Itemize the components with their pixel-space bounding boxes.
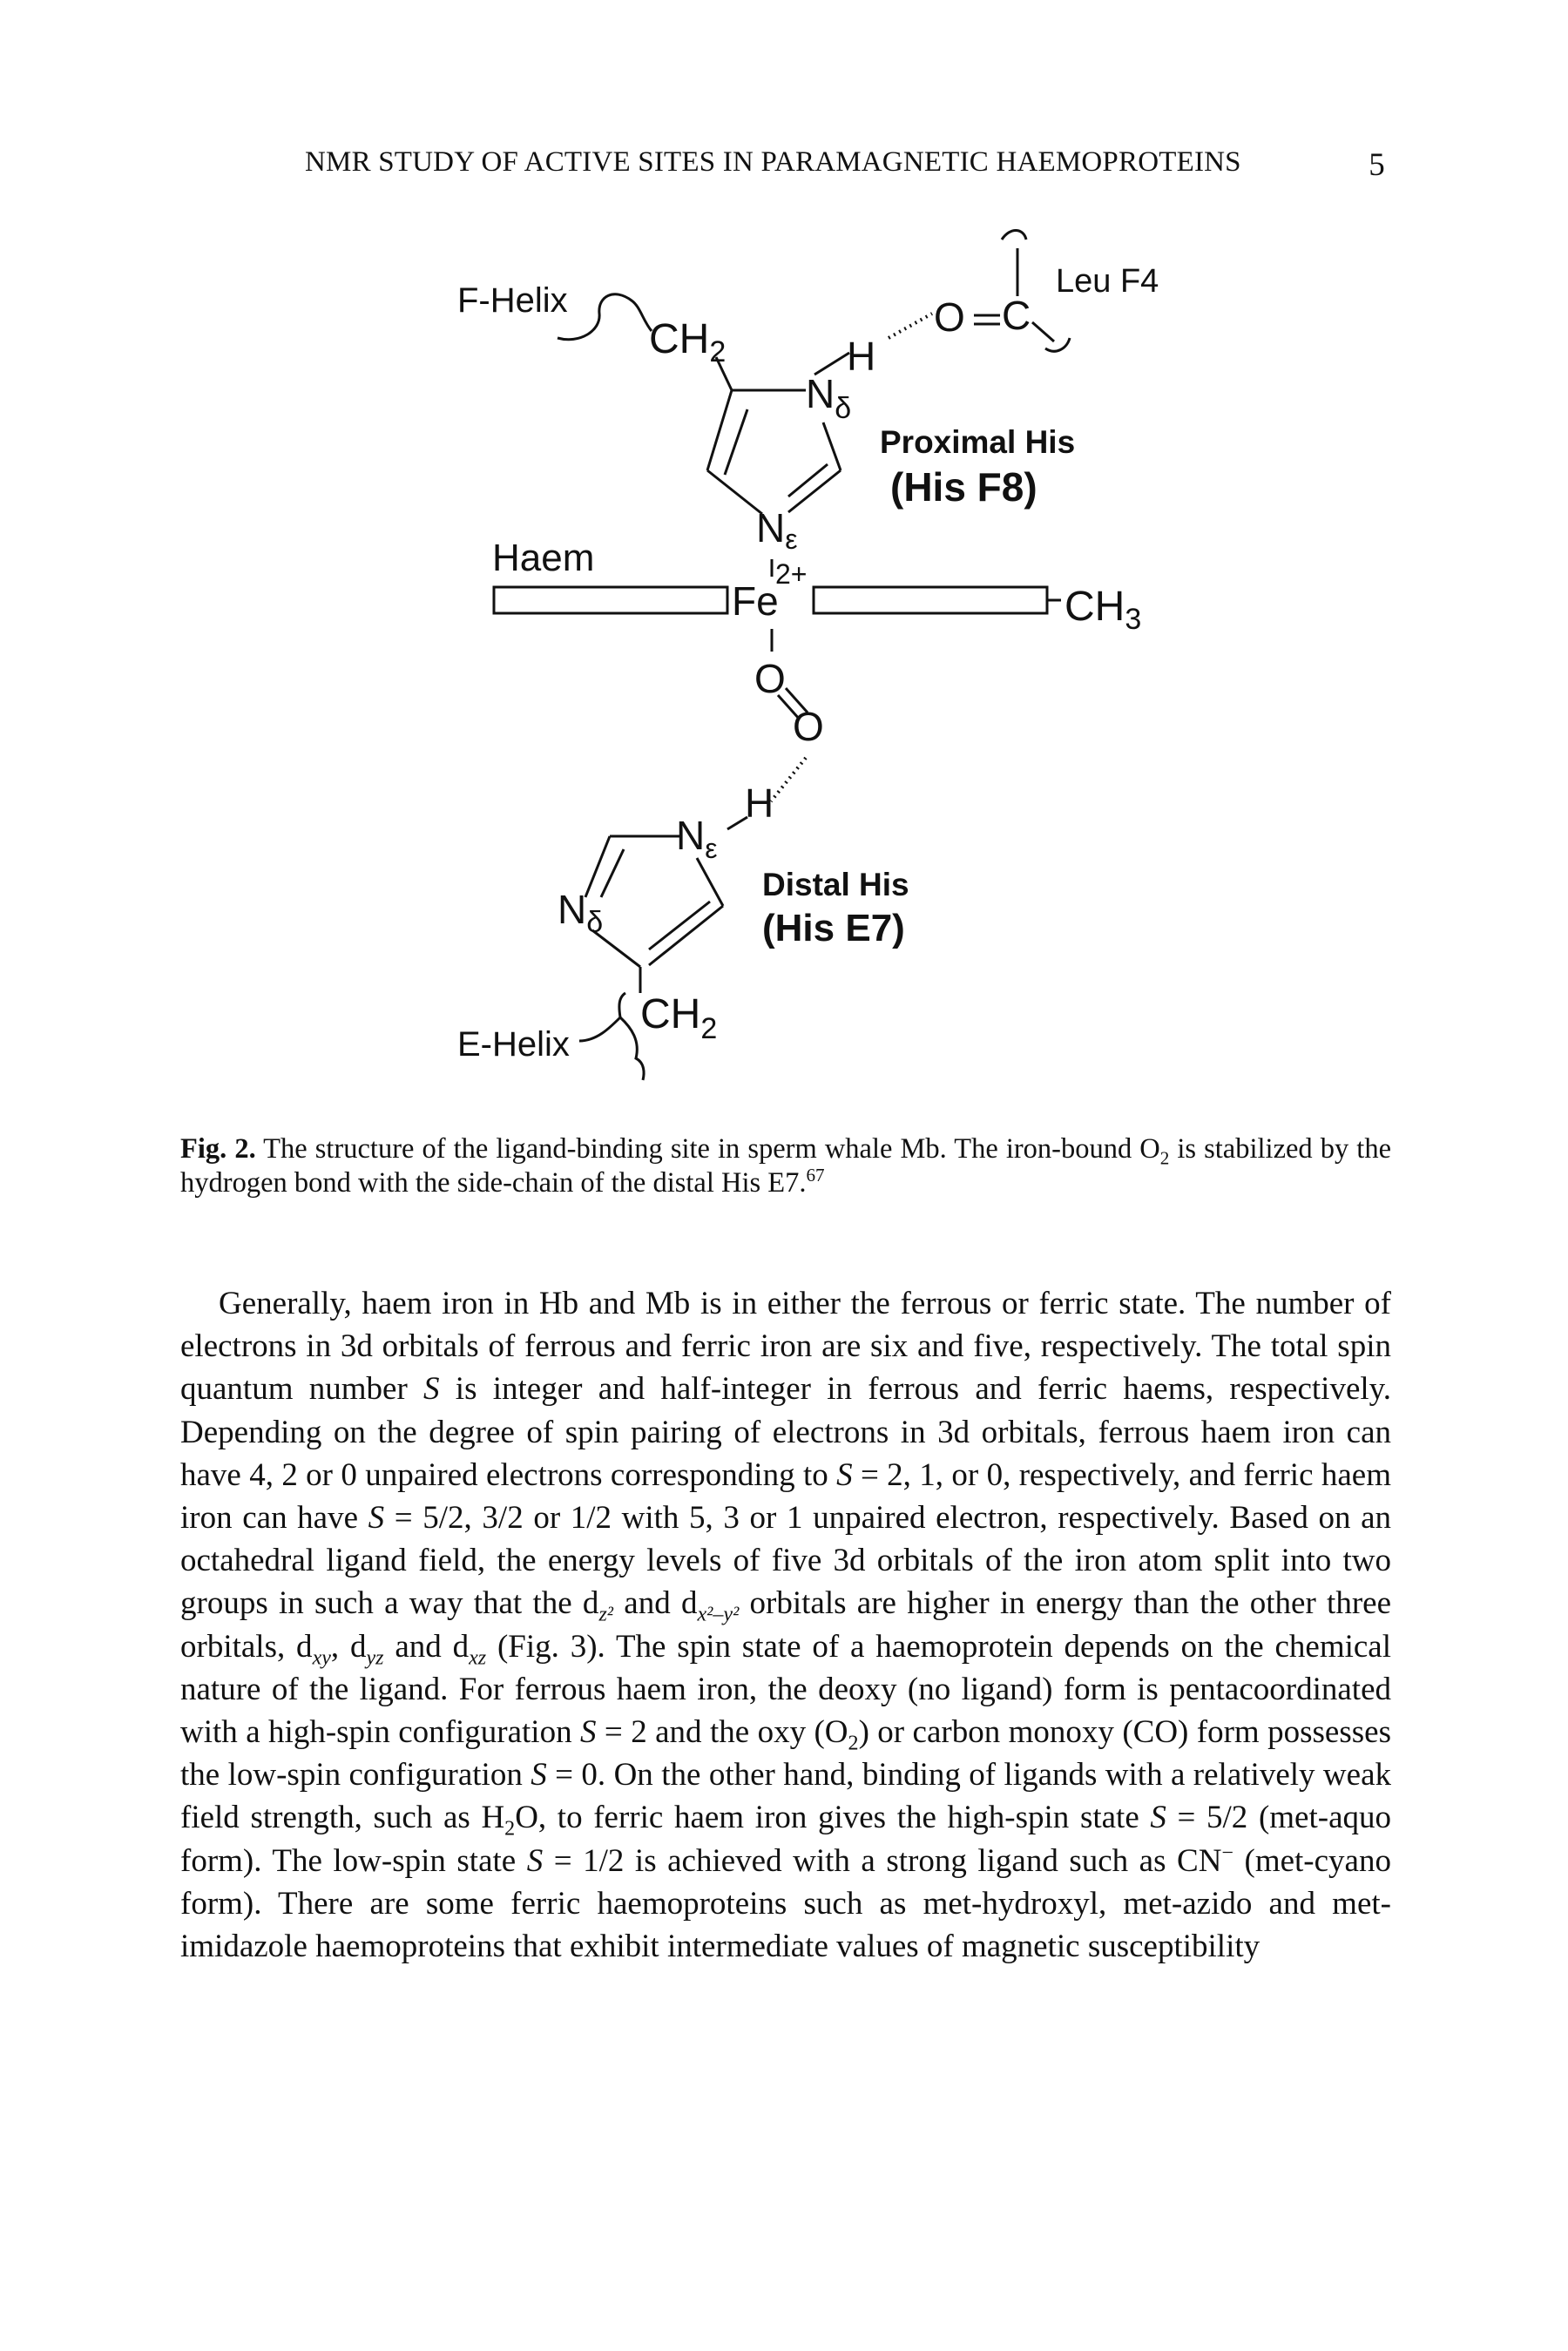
ch3-label: $CH_3$ <box>1064 584 1142 636</box>
distal-ring-left-double <box>601 849 624 897</box>
ch2-distal-label: $CH_2$ <box>640 991 718 1045</box>
prox-ring-right <box>823 422 841 470</box>
ligand-binding-site-figure <box>0 0 1568 1124</box>
leu-squiggle-up <box>1002 230 1026 296</box>
leu-squiggle-down <box>1032 322 1070 351</box>
his-f8-label: (His F8) <box>890 464 1037 510</box>
body-paragraph: Generally, haem iron in Hb and Mb is in either the ferrous or ferric state. The number of electrons in 3d orbitals of ferrous and ferric iron are six and five, respectively. The total spin quantum number S is integer and half-integer in ferrous and ferric haems, respectively. Depending on the degree of spin pairing of electrons in 3d orbitals, ferrous haem iron can have 4, 2 or 0 unpaired electrons corresponding to S = 2, 1, or 0, respectively, and ferric haem iron can have S = 5/2, 3/2 or 1/2 with 5, 3 or 1 unpaired electron, respectively. Based on an octahedral ligand field, the energy levels of five 3d orbitals of the iron atom split into two groups in such a way that the $d_{z^2}$ and $d_{x^2-y^2}$ orbitals are higher in energy than the other three orbitals, $d_{xy}$, $d_{yz}$ and $d_{xz}$ (Fig. 3). The spin state of a haemoprotein depends on the chemical nature of the ligand. For ferrous haem iron, the deoxy (no ligand) form is pentacoordinated with a high-spin configuration S = 2 and the oxy $(O_2)$ or carbon monoxy (CO) form possesses the low-spin configuration S = 0. On the other hand, binding of ligands with a relatively weak field strength, such as $H_2O$, to ferric haem iron gives the high-spin state S = 5/2 (met-aquo form). The low-spin state S = 1/2 is achieved with a strong ligand such as CN− (met-cyano form). There are some ferric haemoproteins such as met-hydroxyl, met-azido and met-imidazole haemoproteins that exhibit intermediate values of magnetic susceptibility <box>180 1286 1392 1965</box>
e-helix-tail <box>619 993 625 1017</box>
c-leu-label: C <box>1002 293 1031 338</box>
running-title: NMR STUDY OF ACTIVE SITES IN PARAMAGNETIC HAEMOPROTEINS <box>305 146 1241 178</box>
h-distal-label: H <box>745 780 774 826</box>
e-helix-label: E-Helix <box>457 1025 570 1064</box>
page-number: 5 <box>1369 147 1385 183</box>
haem-label: Haem <box>492 537 595 579</box>
o-terminal-label: O <box>793 704 824 749</box>
n-delta-proximal-label: $N_\delta$ <box>806 371 852 425</box>
distal-ring-lower-right <box>649 906 723 965</box>
distal-ring-right <box>697 858 723 906</box>
n-epsilon-proximal-label: Nε <box>756 505 798 555</box>
caption-label: Fig. 2. <box>180 1133 256 1165</box>
o-leu-label: O <box>934 294 965 340</box>
leu-f4-label: Leu F4 <box>1056 263 1159 300</box>
f-helix-squiggle <box>558 294 652 340</box>
proximal-his-label: Proximal His <box>880 424 1076 460</box>
prox-ring-left-double <box>725 409 747 475</box>
distal-his-label: Distal His <box>762 867 909 902</box>
caption-ref: 67 <box>806 1165 825 1186</box>
prox-ring-left <box>707 390 732 470</box>
o-fe-label: O <box>754 656 786 701</box>
hbond-h-o-leu <box>889 314 932 338</box>
fe-charge-label: 2+ <box>775 558 808 590</box>
his-e7-label: (His E7) <box>762 907 905 949</box>
hbond-o-h-distal <box>771 758 806 801</box>
n-epsilon-distal-label: $N_\varepsilon$ <box>676 813 718 864</box>
haem-plane-right <box>814 587 1047 613</box>
f-helix-label: F-Helix <box>457 281 568 320</box>
haem-plane-left <box>494 587 727 613</box>
prox-ring-lower-left <box>707 470 762 514</box>
fe-label: Fe <box>732 578 779 624</box>
figure-caption: Fig. 2. The structure of the ligand-binding site in sperm whale Mb. The iron-bound $O_2$ is stabilized by the hydrogen bond with the side-chain of the distal His E7.67 <box>180 1133 1391 1199</box>
ch2-proximal-label: $CH_2$ <box>649 316 727 368</box>
h-proximal-label: H <box>847 334 876 379</box>
figure-labels <box>457 263 1159 1064</box>
n-delta-distal-label: $N_\delta$ <box>558 887 604 939</box>
e-helix-squiggle <box>579 1017 644 1080</box>
prox-ring-lower-right-double <box>788 464 828 497</box>
